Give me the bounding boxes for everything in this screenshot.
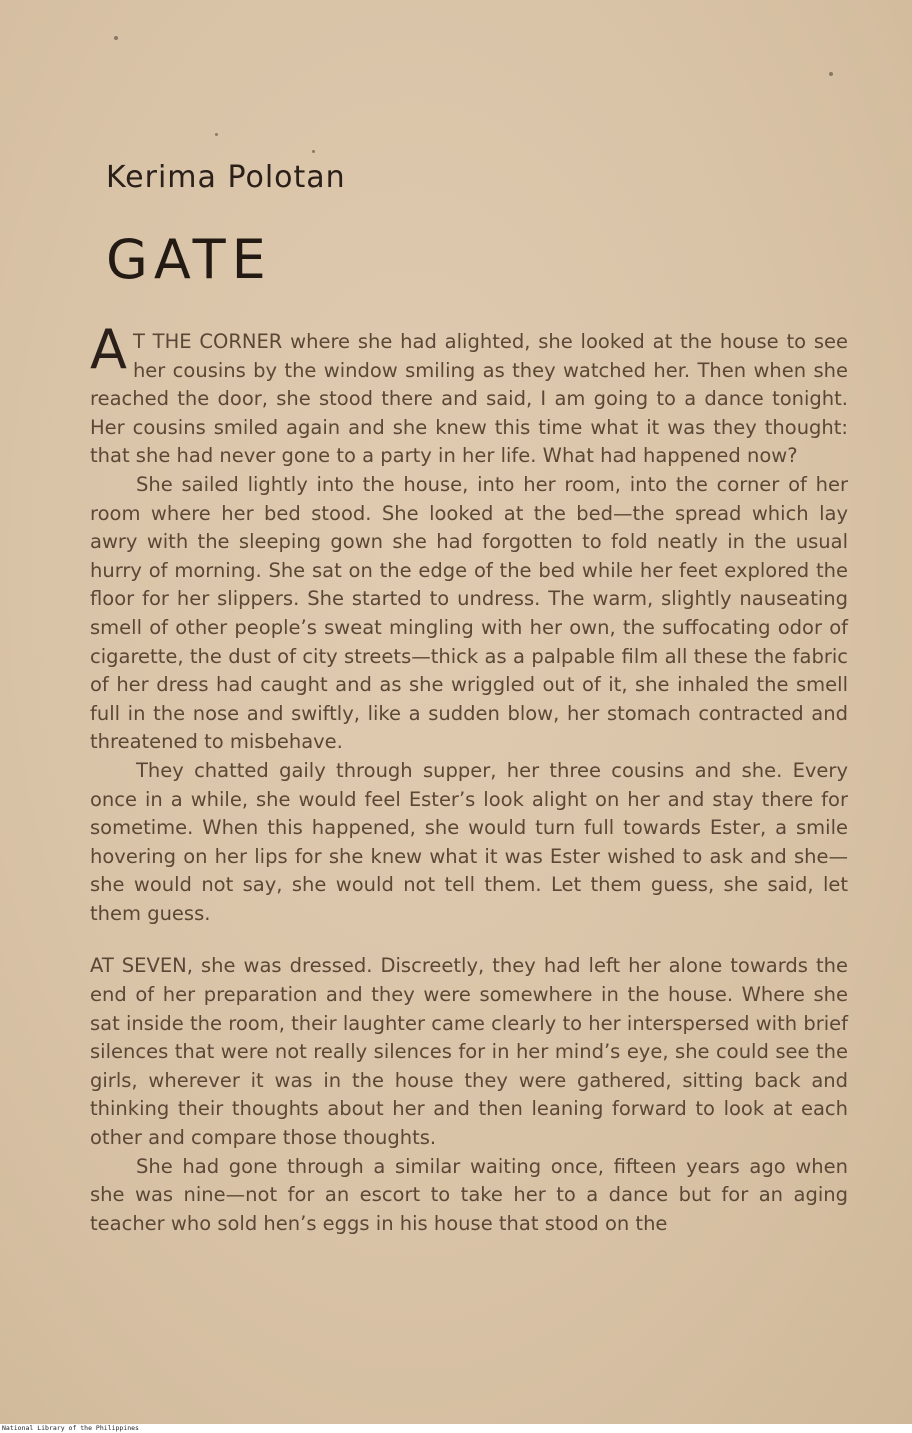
paragraph-1 [90, 318, 848, 471]
paragraph-5: She had gone through a similar waiting once, fifteen years ago when she was nine—not for an escort to take her to a dance but for an aging teacher who sold hen’s eggs in his house that stood on the [90, 1154, 848, 1235]
paragraph-1-text: T THE CORNER where she had alighted, she looked at the house to see her cousins by the window smiling as they watched her. Then when she reached the door, she stood there and said, I am going to a dance tonight. Her cousins smiled again and she knew this time what it was they thought: that she had never gone to a party in her life. What had happened now? [90, 330, 848, 468]
author-name: Kerima Polotan [106, 160, 346, 195]
paragraph-3: They chatted gaily through supper, her three cousins and she. Every once in a while, she would feel Ester’s look alight on her and stay there for sometime. When this happened, she would turn full towards Ester, a smile hovering on her lips for she knew what it was Ester wished to ask and she—she would not say, she would not tell them. Let them guess, she said, let them guess. [90, 758, 848, 925]
paragraph-2: She sailed lightly into the house, into her room, into the corner of her room where her bed stood. She looked at the bed—the spread which lay awry with the sleeping gown she had forgotten to fold neatly in the usual hurry of morning. She sat on the edge of the bed while her feet explored the floor for her slippers. She started to undress. The warm, slightly nauseating smell of other people’s sweat mingling with her own, the suffocating odor of cigarette, the dust of city streets—thick as a palpable film all these the fabric of her dress had caught and as she wriggled out of it, she inhaled the smell full in the nose and swiftly, like a sudden blow, her stomach contracted and threatened to misbehave. [90, 472, 848, 754]
paper-speck [114, 36, 118, 40]
paper-speck [215, 133, 218, 136]
paragraph-4: AT SEVEN, she was dressed. Discreetly, they had left her alone towards the end of her preparation and they were somewhere in the house. Where she sat inside the room, their laughter came clearly to her interspersed with brief silences that were not really silences for in her mind’s eye, she could see the girls, wherever it was in the house they were gathered, sitting back and thinking their thoughts about her and then leaning forward to look at each other and compare those thoughts. [90, 954, 848, 1150]
paper-speck [829, 72, 833, 76]
story-title: GATE [106, 228, 272, 291]
drop-cap: A [90, 318, 127, 381]
paper-speck [312, 150, 315, 153]
story-body [90, 318, 848, 1238]
footer-bar [0, 1424, 912, 1433]
section-break [90, 928, 848, 952]
library-credit: National Library of the Philippines [2, 1424, 139, 1432]
